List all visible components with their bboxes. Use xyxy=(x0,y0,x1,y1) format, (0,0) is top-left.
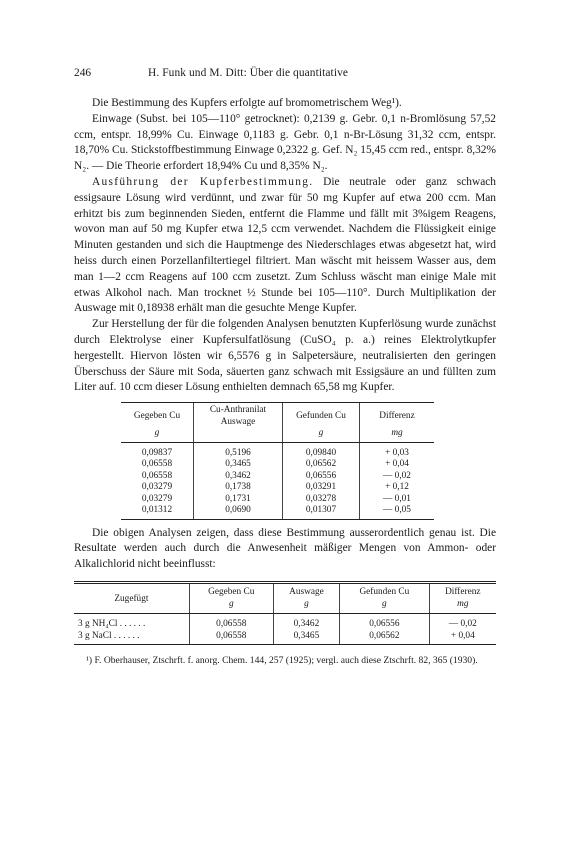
table-cell: 0,03279 xyxy=(141,482,173,493)
table-cell: + 0,12 xyxy=(360,482,435,494)
table1-header: Differenz xyxy=(360,403,435,429)
table1-unit: mg xyxy=(360,428,435,442)
running-header xyxy=(74,66,496,84)
page-number: 246 xyxy=(74,67,92,79)
table-cell: 0,0690 xyxy=(194,505,283,519)
table-cell: — 0,01 xyxy=(360,494,435,506)
table-cell: + 0,04 xyxy=(429,631,496,645)
table-cell: + 0,03 xyxy=(360,448,435,460)
table1-unit: g xyxy=(121,428,194,442)
table-cell: 0,06562 xyxy=(283,459,360,471)
table-cell: 0,06556 xyxy=(340,619,430,631)
table-cell: 0,01307 xyxy=(283,505,360,519)
table2-header: Gefunden Cu xyxy=(340,583,430,599)
results-table xyxy=(121,402,434,520)
table2-header: Auswage xyxy=(273,583,339,599)
table-cell: 0,3462 xyxy=(273,619,339,631)
table-cell: 0,5196 xyxy=(194,448,283,460)
table1-header: Gefunden Cu xyxy=(283,403,360,429)
table-cell: 0,03279 xyxy=(141,493,173,504)
table-row xyxy=(74,631,496,645)
table-cell: 0,06558 xyxy=(141,459,173,470)
table2-header: Zugefügt xyxy=(74,583,189,614)
table-row xyxy=(121,494,434,506)
table-cell: 0,06558 xyxy=(189,619,273,631)
paragraph-2: Einwage (Subst. bei 105—110° getrocknet): 0,2139 g. Gebr. 0,1 n-Bromlösung 57,52 ccm, entspr. 18,99% Cu. Einwage 0,1183 g. Gebr. 0,1 n-Br-Lösung 31,32 ccm, entspr. 18,70% Cu. Stickstoffbestimmung Einwage 0,2322 g. Gef. N₂ 15,45 ccm red., entspr. 8,32% N₂. — Die Theorie erfordert 18,94% Cu und 8,35% N₂. xyxy=(74,112,496,173)
table1-header: Cu-Anthranilat Auswage xyxy=(194,403,283,429)
table-cell: 0,09840 xyxy=(283,448,360,460)
table-cell: 0,1731 xyxy=(194,494,283,506)
table1-unit: g xyxy=(283,428,360,442)
table-cell: — 0,02 xyxy=(429,619,496,631)
table2-unit: g xyxy=(273,599,339,614)
table2-header: Differenz xyxy=(429,583,496,599)
table-cell: 0,06558 xyxy=(189,631,273,645)
table-row xyxy=(121,459,434,471)
table-cell: 0,3465 xyxy=(273,631,339,645)
paragraph-4: Zur Herstellung der für die folgenden Analysen benutzten Kupferlösung wurde zunächst durch Elektrolyse einer Kupfersulfatlösung (CuSO₄ p. a.) reines Elektrolytkupfer hergestellt. Hiervon lösten wir 6,5576 g in Salpetersäure, neutralisierten den geringen Überschuss der Säure mit Soda, säuerten ganz schwach mit Essigsäure an und füllten zum Liter auf. 10 ccm dieser Lösung enthielten demnach 65,58 mg Kupfer. xyxy=(74,318,496,394)
paragraph-3-body: Die neutrale oder ganz schwach essigsaure Lösung wird verdünnt, und zwar für 50 mg Kupfer auf etwa 200 ccm. Man erhitzt bis zum beginnenden Sieden, entfernt die Flamme und fällt mit 3%igem Reagens, wovon man auf 50 mg Kupfer etwa 12,5 ccm verwendet. Nachdem die Flüssigkeit einige Minuten gestanden und sich die Hauptmenge des Niederschlages etwas abgesetzt hat, wird heiss durch einen Porzellanfiltertiegel filtriert. Man wäscht mit heissem Wasser aus, dem man 1—2 ccm Reagens auf 100 ccm zusetzt. Zum Schluss wäscht man einige Male mit etwas Alkohol nach. Man trocknet ½ Stunde bei 105—110°. Durch Multiplikation der Auswage mit 0,18938 erhält man die gesuchte Menge Kupfer. xyxy=(74,175,497,315)
table-cell: 0,1738 xyxy=(194,482,283,494)
table-cell: — 0,05 xyxy=(360,505,435,519)
table-cell: 0,01312 xyxy=(121,505,194,519)
table2-unit: g xyxy=(340,599,430,614)
table-row xyxy=(121,448,434,460)
table-cell: 3 g NH₄Cl . . . . . . xyxy=(78,619,146,630)
table1-unit xyxy=(194,428,283,442)
table-cell: 0,06558 xyxy=(141,470,173,481)
section-title: Ausführung der Kupferbestimmung. xyxy=(92,175,314,188)
footnote: ¹) F. Oberhauser, Ztschrft. f. anorg. Chem. 144, 257 (1925); vergl. auch diese Ztschrft. 82, 365 (1930). xyxy=(86,655,478,667)
table-cell: 0,03291 xyxy=(283,482,360,494)
paragraph-3 xyxy=(74,175,496,317)
table-cell: 0,3462 xyxy=(194,471,283,483)
chloride-table xyxy=(74,581,496,645)
table2-unit: g xyxy=(189,599,273,614)
table-row xyxy=(121,505,434,519)
table-cell: 0,06562 xyxy=(340,631,430,645)
table-cell: + 0,04 xyxy=(360,459,435,471)
table-cell: 3 g NaCl . . . . . . xyxy=(74,631,189,645)
table-cell: 0,09837 xyxy=(141,447,173,458)
paragraph-5: Die obigen Analysen zeigen, dass diese Bestimmung ausserordentlich genau ist. Die Resultate werden auch durch die Anwesenheit mäßiger Mengen von Ammon- oder Alkalichlorid nicht beeinflusst: xyxy=(74,526,496,571)
table-cell: 0,06556 xyxy=(283,471,360,483)
table1-header: Gegeben Cu xyxy=(121,403,194,429)
page xyxy=(74,66,496,668)
table-cell: — 0,02 xyxy=(360,471,435,483)
table-row xyxy=(121,482,434,494)
table-row xyxy=(74,619,496,631)
table2-unit: mg xyxy=(429,599,496,614)
table2-header: Gegeben Cu xyxy=(189,583,273,599)
table-cell: 0,3465 xyxy=(194,459,283,471)
table-cell: 0,03278 xyxy=(283,494,360,506)
running-head: H. Funk und M. Ditt: Über die quantitative xyxy=(148,67,349,79)
table-row xyxy=(121,471,434,483)
paragraph-1: Die Bestimmung des Kupfers erfolgte auf bromometrischem Weg¹). xyxy=(92,97,402,109)
